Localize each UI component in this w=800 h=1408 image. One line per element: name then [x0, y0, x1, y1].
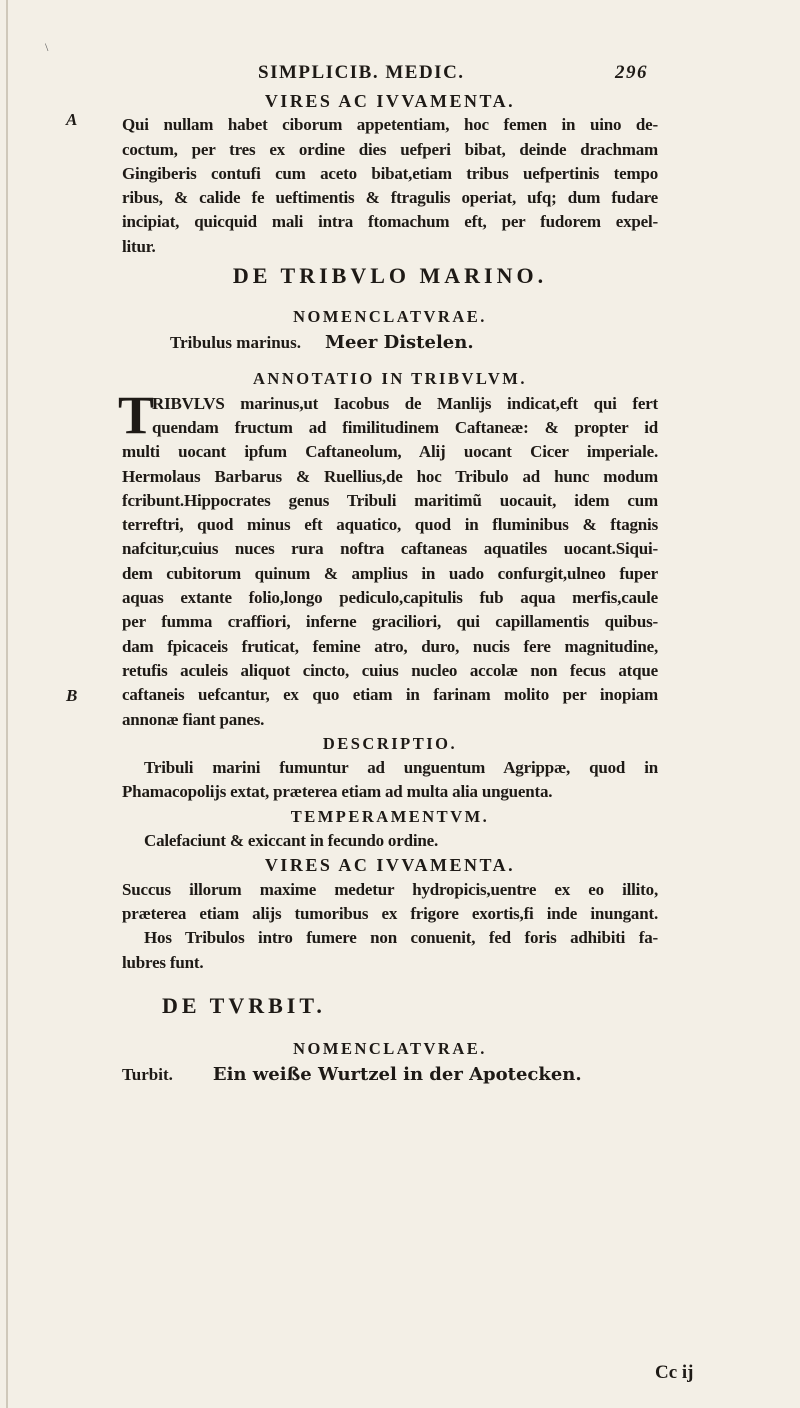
text-line: aquas extante folio,longo pediculo,capitulis fub aqua merfis,caule: [122, 588, 658, 608]
text-line: RIBVLVS marinus,ut Iacobus de Manlijs indicat,eft qui fert: [152, 393, 658, 413]
text-block: [118, 89, 658, 1089]
chapter-title-tribulus: DE TRIBVLO MARINO.: [232, 263, 548, 289]
nomenclatura-heading: NOMENCLATVRAE.: [293, 307, 487, 327]
text-line: retufis aculeis aliquot cincto, cuius nucleo accolæ non fecus atque: [122, 660, 658, 680]
text-line: Tribuli marini fumuntur ad unguentum Agrippæ, quod in: [144, 758, 658, 778]
text-line: per fumma craffiori, inferne graciliori, qui capillamentis quibus-: [122, 612, 658, 632]
text-line: Hos Tribulos intro fumere non conuenit, fed foris adhibiti fa-: [144, 928, 658, 948]
text-line: Succus illorum maxime medetur hydropicis,uentre ex eo illito,: [122, 879, 658, 899]
text-line: præterea etiam alijs tumoribus ex frigore exortis,fi inde inungant.: [122, 903, 658, 923]
text-line: coctum, per tres ex ordine dies uefperi bibat, deinde drachmam: [122, 139, 658, 159]
text-line: fcribunt.Hippocrates genus Tribuli maritimũ uocauit, idem cum: [122, 490, 658, 510]
turbit-name-latin: Turbit.: [122, 1065, 173, 1085]
turbit-name-pair: [122, 1061, 658, 1089]
section-heading-vires: VIRES AC IVVAMENTA.: [264, 91, 516, 111]
text-line: quendam fructum ad fimilitudinem Caftaneæ: & propter id: [152, 417, 658, 437]
text-line: incipiat, quicquid mali intra ftomachum eft, per fudorem expel-: [122, 212, 658, 232]
annotatio-heading: ANNOTATIO IN TRIBVLVM.: [253, 369, 527, 389]
catchword-signature: Cc ij: [655, 1362, 694, 1383]
text-line: Hermolaus Barbarus & Ruellius,de hoc Tribulo ad hunc modum: [122, 466, 658, 486]
drop-cap: T: [118, 384, 155, 445]
text-line: litur.: [122, 236, 156, 256]
text-line: annonæ fiant panes.: [122, 709, 265, 729]
running-head-title: SIMPLICIB. MEDIC.: [258, 62, 465, 83]
turbit-nomenclatura-heading: NOMENCLATVRAE.: [293, 1038, 487, 1058]
text-line: dam fpicaceis fruticat, femine atro, duro, nucis fere magnitudine,: [122, 636, 658, 656]
name-latin: Tribulus marinus.: [170, 333, 302, 353]
corner-mark: \: [45, 40, 49, 54]
margin-letter-b: B: [66, 686, 78, 705]
descriptio-heading: DESCRIPTIO.: [322, 733, 458, 753]
vires-heading: VIRES AC IVVAMENTA.: [264, 855, 516, 876]
name-german: Meer Distelen.: [325, 332, 474, 354]
text-line: caftaneis uefcantur, ex quo etiam in farinam molito per inopiam: [122, 685, 658, 705]
temperamentum-heading: TEMPERAMENTVM.: [290, 806, 490, 826]
text-line: Calefaciunt & exiccant in fecundo ordine.: [144, 831, 438, 851]
text-line: Gingiberis contufi cum aceto bibat,etiam tribus uefpertinis tempo: [122, 163, 658, 183]
text-line: multi uocant ipfum Caftaneolum, Alij uocant Cicer imperiale.: [122, 442, 658, 462]
text-line: dem cubitorum quinum & amplius in uado confurgit,ulneo fuper: [122, 563, 658, 583]
page-edge-shadow: [6, 0, 8, 1408]
text-line: nafcitur,cuius nuces rura noftra caftaneas aquatiles uocant.Siqui-: [122, 539, 658, 559]
name-pair: [122, 329, 658, 357]
text-line: Phamacopolijs extat, præterea etiam ad multa alia unguenta.: [122, 782, 553, 802]
turbit-name-german: Ein weiße Wurtzel in der Apotecken.: [212, 1064, 582, 1086]
page-number: 296: [615, 62, 648, 83]
running-head: [258, 62, 648, 84]
text-line: lubres funt.: [122, 952, 204, 972]
margin-letter-a: A: [66, 110, 78, 129]
text-line: terreftri, quod minus eft aquatico, quod in fluminibus & ftagnis: [122, 515, 658, 535]
text-line: ribus, & calide fe ueftimentis & ftragulis operiat, ufq; dum fudare: [122, 188, 658, 208]
annotatio-paragraph: [118, 384, 658, 732]
chapter-title-turbit: DE TVRBIT.: [162, 992, 326, 1018]
text-line: Qui nullam habet ciborum appetentiam, hoc femen in uino de-: [122, 115, 658, 135]
